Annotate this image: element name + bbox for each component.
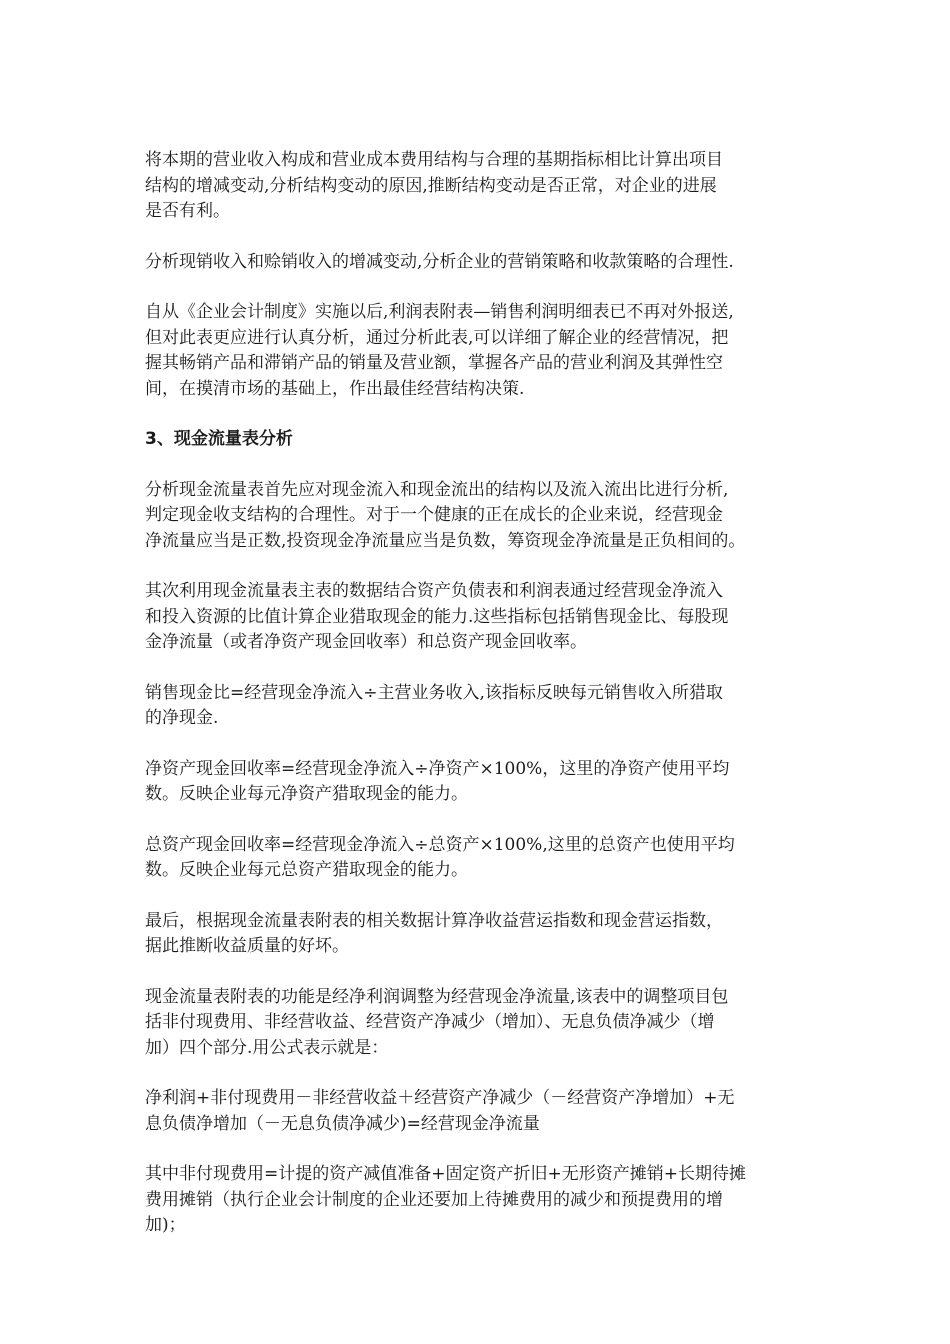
paragraph [145, 148, 825, 225]
section-heading [145, 427, 825, 453]
text-line: 数。反映企业每元总资产猎取现金的能力。 [145, 860, 468, 880]
text-line: 加）四个部分.用公式表示就是： [145, 1037, 389, 1058]
paragraph [145, 250, 825, 276]
paragraph [145, 300, 825, 402]
paragraph [145, 478, 825, 555]
text-line: 括非付现费用、非经营收益、经营资产净减少（增加）、无息负债净减少（增 [145, 1012, 715, 1032]
text-line: 费用摊销（执行企业会计制度的企业还要加上待摊费用的减少和预提费用的增 [145, 1189, 723, 1210]
text-line: 将本期的营业收入构成和营业成本费用结构与合理的基期指标相比计算出项目 [145, 150, 723, 170]
text-line: 加)； [145, 1215, 186, 1235]
text-line: 的净现金. [145, 708, 219, 728]
document-body [145, 148, 825, 1264]
text-line: 数。反映企业每元净资产猎取现金的能力。 [145, 784, 468, 804]
text-line: 最后，根据现金流量表附表的相关数据计算净收益营运指数和现金营运指数， [145, 910, 723, 931]
text-line: 其次利用现金流量表主表的数据结合资产负债表和利润表通过经营现金净流入 [145, 581, 723, 601]
text-line: 握其畅销产品和滞销产品的销量及营业额，掌握各产品的营业利润及其弹性空 [145, 353, 723, 373]
text-line: 间，在摸清市场的基础上，作出最佳经营结构决策. [145, 378, 525, 399]
paragraph [145, 985, 825, 1062]
text-line: 判定现金收支结构的合理性。对于一个健康的正在成长的企业来说，经营现金 [145, 505, 723, 525]
paragraph [145, 1086, 825, 1137]
text-line: 销售现金比=经营现金净流入÷主营业务收入,该指标反映每元销售收入所猎取 [145, 682, 723, 703]
paragraph [145, 681, 825, 732]
text-line: 现金流量表附表的功能是经净利润调整为经营现金净流量,该表中的调整项目包 [145, 986, 729, 1007]
text-line: 净利润+非付现费用－非经营收益＋经营资产净减少（－经营资产净增加）+无 [145, 1088, 735, 1108]
text-line: 总资产现金回收率=经营现金净流入÷总资产×100%,这里的总资产也使用平均 [145, 834, 735, 855]
text-line: 是否有利。 [145, 201, 230, 221]
text-line: 结构的增减变动,分析结构变动的原因,推断结构变动是否正常，对企业的进展 [145, 175, 717, 196]
text-line: 其中非付现费用=计提的资产减值准备+固定资产折旧+无形资产摊销+长期待摊 [145, 1164, 746, 1184]
text-line: 3、现金流量表分析 [145, 429, 293, 449]
text-line: 净资产现金回收率=经营现金净流入÷净资产×100%，这里的净资产使用平均 [145, 758, 730, 779]
text-line: 息负债净增加（－无息负债净减少)=经营现金净流量 [145, 1113, 540, 1134]
text-line: 分析现金流量表首先应对现金流入和现金流出的结构以及流入流出比进行分析, [145, 479, 729, 500]
text-line: 据此推断收益质量的好坏。 [145, 936, 349, 956]
text-line: 分析现销收入和赊销收入的增减变动,分析企业的营销策略和收款策略的合理性. [145, 251, 734, 272]
text-line: 但对此表更应进行认真分析，通过分析此表,可以详细了解企业的经营情况，把 [145, 327, 729, 348]
text-line: 自从《企业会计制度》实施以后,利润表附表—销售利润明细表已不再对外报送, [145, 302, 734, 322]
paragraph [145, 757, 825, 808]
paragraph [145, 579, 825, 656]
text-line: 净流量应当是正数,投资现金净流量应当是负数，筹资现金净流量是正负相间的。 [145, 530, 746, 551]
text-line: 金净流量（或者净资产现金回收率）和总资产现金回收率。 [145, 632, 587, 652]
paragraph [145, 833, 825, 884]
paragraph [145, 909, 825, 960]
text-line: 和投入资源的比值计算企业猎取现金的能力.这些指标包括销售现金比、每股现 [145, 606, 729, 627]
paragraph [145, 1162, 825, 1239]
